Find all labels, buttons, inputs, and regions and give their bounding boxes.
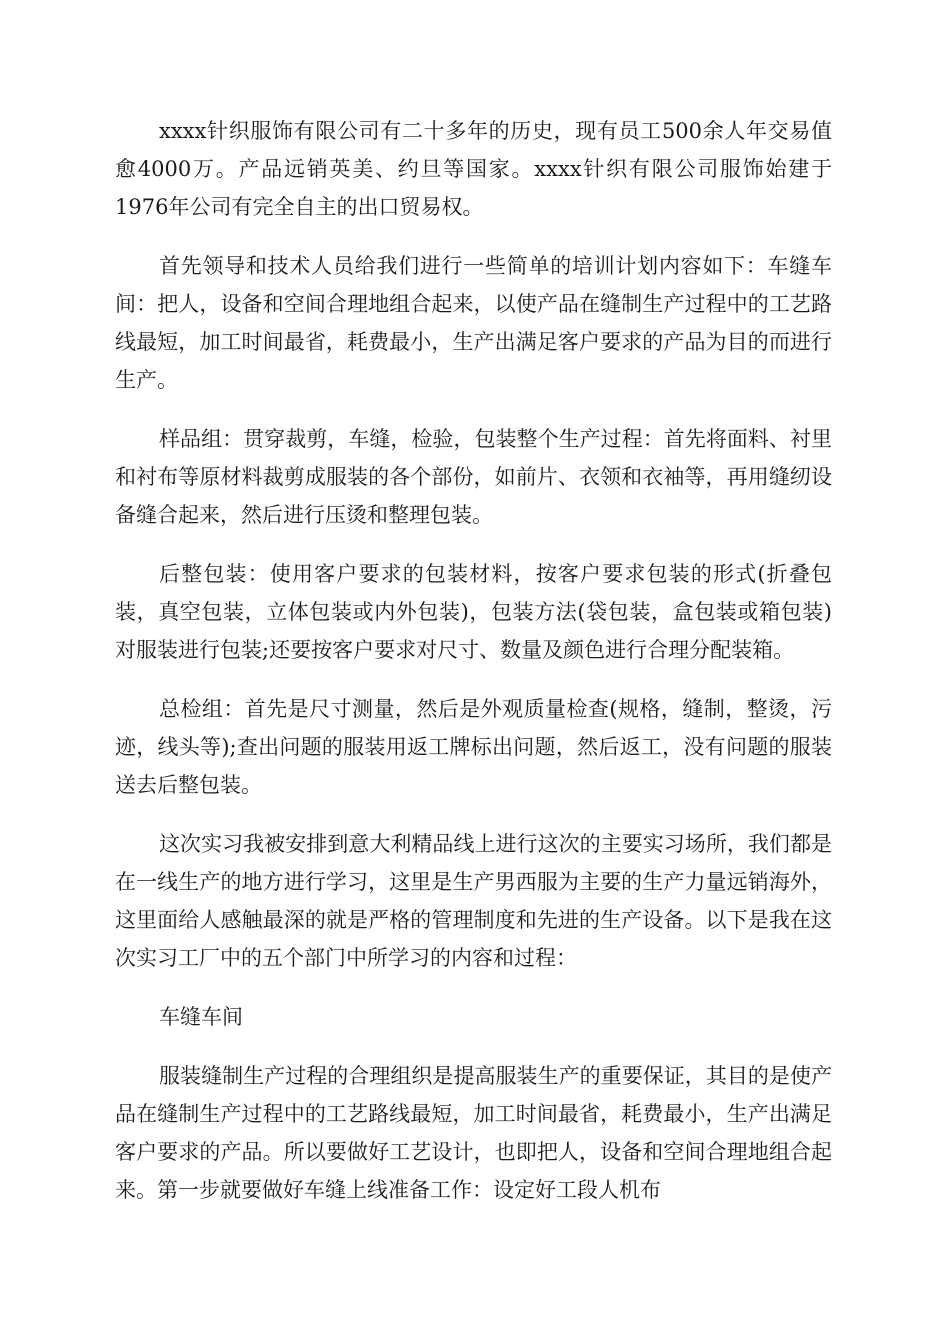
paragraph-sample-group: 样品组：贯穿裁剪，车缝，检验，包装整个生产过程：首先将面料、衬里和衬布等原材料裁剪成服装的各个部份，如前片、衣领和衣袖等，再用缝纫设备缝合起来，然后进行压烫和整理包装。 bbox=[115, 427, 832, 527]
paragraph-training-plan: 首先领导和技术人员给我们进行一些简单的培训计划内容如下：车缝车间：把人，设备和空间合理地组合起来，以使产品在缝制生产过程中的工艺路线最短，加工时间最省，耗费最小，生产出满足客户要求的产品为目的而进行生产。 bbox=[115, 254, 832, 392]
paragraph-internship-overview: 这次实习我被安排到意大利精品线上进行这次的主要实习场所，我们都是在一线生产的地方进行学习，这里是生产男西服为主要的生产力量远销海外，这里面给人感触最深的就是严格的管理制度和先进的生产设备。以下是我在这次实习工厂中的五个部门中所学习的内容和过程： bbox=[115, 832, 832, 970]
paragraph-packaging: 后整包装：使用客户要求的包装材料，按客户要求包装的形式(折叠包装，真空包装，立体包装或内外包装)，包装方法(袋包装，盒包装或箱包装)对服装进行包装;还要按客户要求对尺寸、数量及颜色进行合理分配装箱。 bbox=[115, 562, 832, 662]
paragraph-inspection: 总检组：首先是尺寸测量，然后是外观质量检查(规格，缝制，整烫，污迹，线头等);查出问题的服装用返工牌标出问题，然后返工，没有问题的服装送去后整包装。 bbox=[115, 697, 832, 797]
document-page bbox=[115, 112, 832, 1230]
paragraph-sewing-organization: 服装缝制生产过程的合理组织是提高服装生产的重要保证，其目的是使产品在缝制生产过程中的工艺路线最短，加工时间最省，耗费最小，生产出满足客户要求的产品。所以要做好工艺设计，也即把人，设备和空间合理地组合起来。第一步就要做好车缝上线准备工作：设定好工段人机布 bbox=[115, 1064, 832, 1202]
paragraph-company-intro: xxxx针织服饰有限公司有二十多年的历史，现有员工500余人年交易值愈4000万。产品远销英美、约旦等国家。xxxx针织有限公司服饰始建于1976年公司有完全自主的出口贸易权。 bbox=[115, 119, 832, 219]
section-heading-sewing-workshop: 车缝车间 bbox=[159, 1005, 243, 1029]
